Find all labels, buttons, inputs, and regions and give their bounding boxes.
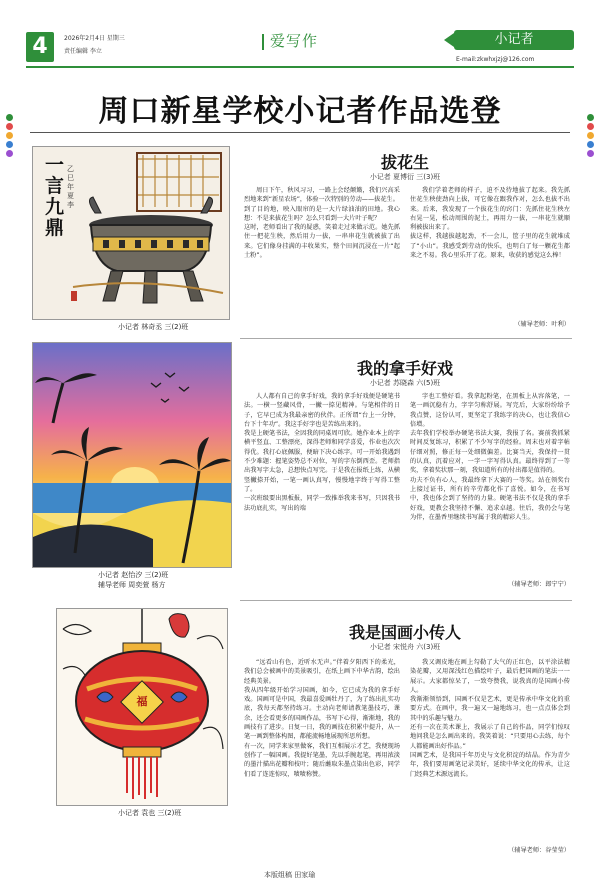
article-1-sign: （辅导老师：叶利）: [514, 321, 570, 328]
dot: [587, 114, 594, 121]
title-rule: [30, 132, 570, 133]
email-line: E-mail:zkwhxjzj@126.com: [456, 56, 535, 63]
article-author-2: 小记者 苏晓森 六(5)班: [369, 379, 441, 387]
article-2-col-2: 字也工整好看。我拿起粉笔，在黑板上从容落笔，一笔一画沉稳有力，字字匀称舒展。写完后，大家纷纷给予我点赞，这份认可，更坚定了我练字的决心，也让我信心倍增。 去年我们学校举办硬笔书法大赛，我报了名。赛前我抓紧时间反复练习，积累了不少写字的经验。周末也对着字帖仔细对照，修正每一处细微偏差。比赛当天，我保持一贯的认真，沉着应对，一字一字写得认真。最终得到了一等奖，拿着奖状那一刻，我知道所有的付出都是值得的。 功夫不负有心人，我最终拿下大赛的一等奖。站在领奖台上接过证书，所有的辛劳都化作了喜悦。如今，在书写中，我也体会到了坚持的力量。硬笔书法不仅是我的拿手好戏，更教会我坚持不懈、追求卓越。往后，我仍会与笔为伴，在墨香里继续书写属于我的精彩人生。: [410, 393, 570, 521]
footer-credit: 本版组稿 田家瑜: [264, 871, 316, 879]
dot: [587, 141, 594, 148]
dot: [587, 123, 594, 130]
article-author-1: 小记者 夏博衍 三(3)班: [369, 173, 441, 181]
article-3-col-2: 我又调皮地在画上勾勒了大气的正红色，以平涂法精染花瓣，又用深浅红色描绘叶子，最后把国画的笔法一一展示。大家都惊呆了，一致夸赞我，说我真的是国画小传人。 我渐渐领悟到，国画不仅是艺术，更是传承中华文化的重要方式。在画中，我一遍又一遍地练习，也一点点体会到其中的乐趣与魅力。 还有一次在美术课上，我展示了自己的作品，同学们惊叹地问我是怎么画出来的。我笑着说：“只要用心去练，每个人都能画出好作品。” 国画艺术，是我国千年历史与文化积淀的结晶。作为青少年，我们要用画笔记录美好，延续中华文化的传承，让这门经典艺术源远流长。: [410, 659, 570, 778]
editor-line: 责任编辑 李立: [64, 48, 102, 55]
page-number: 4: [26, 32, 54, 62]
article-1-col-2: 我们学着老师的样子，迫不及待地拔了起来。我先抓住花生秧使劲向上拔，可它像在跟我作对，怎么也拔不出来。后来，我发现了一个拔花生的窍门：先抓住花生秧左右晃一晃，松动周围的泥土，再用力一拔，一串花生就顺利被拔出来了。 拔这样，我越拔越起劲，不一会儿，筐子里的花生就堆成了“小山”。我感受到劳动的快乐，也明白了每一颗花生都来之不易。我心里乐开了花。原来，收获的感觉这么棒！: [410, 187, 570, 260]
dot: [587, 150, 594, 157]
calligraphy-signature: 乙巳年 夏 李: [67, 165, 74, 209]
article-title-1: 拔花生: [380, 153, 429, 172]
article-1-col-1: 周日下午，秋风习习，一路上会经颠簸，我们兴高采烈地来到“新星农场”，体验一次特别的劳动——拔花生。 到了目的地，映入眼帘的是一大片绿油油的田地。我心想：不是来拔花生吗？怎么只看到一大片叶子呢？ 这时，老师看出了我的疑惑，笑着走过来做示范。她先抓住一把花生秧，然后用力一拔，一串串花生就被拔了出来。它们像身挂满的丰收果实，整个田间沉浸在一片“起土粉”。: [244, 187, 400, 260]
article-title-3: 我是国画小传人: [348, 623, 461, 642]
main-title: 周口新星学校小记者作品选登: [98, 94, 502, 129]
dot: [6, 132, 13, 139]
issue-date: 2026年2月4日 星期三: [64, 35, 125, 42]
article-2-col-1: 人人都有自己的拿手好戏，我的拿手好戏便是硬笔书法。一横一竖藏风骨，一撇一捺见精神。与笔相伴的日子，它早已成为我最亲密的伙伴。正所谓“台上一分钟，台下十年功”。我这手好字也是苦练出来的。 我是上硬笔书法，全因我的同桌周可欣。她作业本上的字横平竖直、工整漂亮，深得老师和同学喜爱，作业也次次得优。我打心底佩服，便暗下决心练字。可一开始我遇到不少难题：握笔姿势总不对位，写的字东倒西歪。老师指出我写字太急，总想快点写完。于是我在报纸上练，从横竖撇捺开始，一笔一画认真写，慢慢地字终于写得工整了。 一次班级要出黑板报，同学一致推举我来书写，只因我书法功底扎实，写出的端: [244, 393, 400, 512]
article-3-col-1: “远看山有色，近听水无声。”伴着夕阳西下的柔光，我们总会被画中的美景吸引，在纸上画下中华古韵，绘出经典美景。 我从四年级开始学习国画，如今，它已成为我的拿手好戏。国画可是中国，我最喜爱画牡丹了，为了练出扎实功底，我每天都坚持练习。主动向老师请教笔墨技巧，课余，还会看更多的国画作品，书写下心得，渐渐地，我的画技有了进步。日复一日，我的画技在积累中提升，从一笔一画到整体构图，都能流畅地展现所思所想。 有一次，同学来家里做客，我们互相展示才艺，我便现场创作了一幅国画。我提好笔墨，先以手腕起笔，再用浓淡的墨汁描出花瓣和枝叶；随后蘸取朱墨点染出色彩，同学们看了连连惊叹，啧啧称赞。: [244, 659, 400, 778]
fu-character: 福: [136, 695, 148, 708]
banner-arrow: [444, 33, 454, 47]
article-2-sign: （辅导老师：郎宁宁）: [508, 581, 570, 588]
artwork-ding: [32, 146, 230, 320]
dot: [587, 132, 594, 139]
dot: [6, 123, 13, 130]
section-bar: [262, 34, 264, 50]
section-label: 爱写作: [270, 32, 319, 50]
caption-image-1: 小记者 林奇丞 三(2)班: [118, 323, 189, 331]
calligraphy-text: 一言九鼎: [45, 154, 65, 239]
brand-label: 小记者: [494, 32, 534, 47]
article-author-3: 小记者 宋悦舟 六(3)班: [369, 643, 441, 651]
dot: [6, 114, 13, 121]
artwork-sunset: [32, 342, 232, 568]
dot: [6, 141, 13, 148]
decorative-dots-right: [583, 112, 597, 159]
decorative-dots-left: [2, 112, 16, 159]
artwork-lantern: [56, 608, 228, 806]
article-title-2: 我的拿手好戏: [356, 359, 453, 378]
article-divider-2: [240, 600, 572, 601]
dot: [6, 150, 13, 157]
sunset-drawing: [33, 343, 231, 567]
article-3-sign: （辅导老师：谷莹莹）: [508, 847, 570, 854]
caption-image-2: 小记者 赵怡汐 三(2)班 辅导老师 周奕萱 杨方: [98, 571, 169, 589]
caption-image-3: 小记者 袁也 三(2)班: [118, 809, 182, 817]
header-rule: [26, 66, 574, 68]
section-title: [262, 30, 318, 51]
brand-banner: [454, 30, 574, 50]
article-divider-1: [240, 338, 572, 339]
